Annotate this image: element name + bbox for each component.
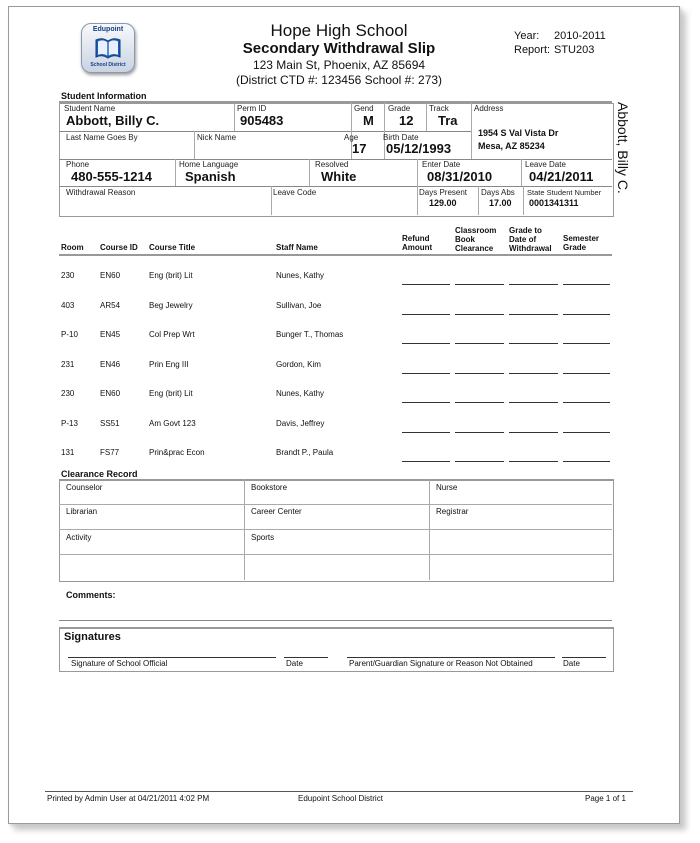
course-title: Prin&prac Econ <box>149 448 205 457</box>
refund-line <box>402 314 450 315</box>
course-room: 403 <box>61 301 75 310</box>
side-student-name: Abbott, Billy C. <box>615 102 631 194</box>
resolved-value: White <box>321 169 357 184</box>
state-student-number-value: 0001341311 <box>529 198 579 208</box>
col-semester-line1: Semester <box>563 234 600 243</box>
course-staff: Nunes, Kathy <box>276 271 325 280</box>
birth-date-label: Birth Date <box>383 133 419 142</box>
home-language-label: Home Language <box>179 160 239 169</box>
address-line1: 1954 S Val Vista Dr <box>478 128 559 138</box>
book-line <box>455 402 504 403</box>
course-title: Eng (brit) Lit <box>149 271 193 280</box>
enter-date-label: Enter Date <box>422 160 461 169</box>
book-line <box>455 343 504 344</box>
semester-line <box>563 343 610 344</box>
footer-printed-by: Printed by Admin User at 04/21/2011 4:02 PM <box>47 794 210 803</box>
book-line <box>455 373 504 374</box>
phone-value: 480-555-1214 <box>71 169 152 184</box>
nick-name-label: Nick Name <box>197 133 237 142</box>
days-abs-value: 17.00 <box>489 198 512 208</box>
grade-line <box>509 343 558 344</box>
report-value: STU203 <box>554 44 595 56</box>
course-room: 230 <box>61 271 75 280</box>
course-id: AR54 <box>100 301 121 310</box>
divider <box>478 186 479 215</box>
semester-line <box>563 461 610 462</box>
col-refund-line2: Amount <box>402 243 433 252</box>
school-name: Hope High School <box>270 21 408 40</box>
enter-date-value: 08/31/2010 <box>427 169 493 184</box>
col-grade-line1: Grade to <box>509 226 542 235</box>
date1-line <box>284 657 328 658</box>
phone-label: Phone <box>66 160 90 169</box>
course-header-rule <box>59 254 612 256</box>
refund-line <box>402 432 450 433</box>
resolved-label: Resolved <box>315 160 349 169</box>
grade-line <box>509 314 558 315</box>
semester-line <box>563 402 610 403</box>
course-id: EN60 <box>100 389 121 398</box>
grade-value: 12 <box>399 113 414 128</box>
date1-label: Date <box>286 659 303 668</box>
days-present-label: Days Present <box>419 188 468 197</box>
col-course-title: Course Title <box>149 243 196 252</box>
refund-line <box>402 402 450 403</box>
course-id: FS77 <box>100 448 120 457</box>
logo-brand: Edupoint <box>92 26 124 33</box>
parent-signature-line <box>347 657 555 658</box>
divider <box>59 186 612 187</box>
footer-page: Page 1 of 1 <box>585 794 626 803</box>
clearance-registrar: Registrar <box>436 507 469 516</box>
course-id: SS51 <box>100 419 120 428</box>
course-title: Am Govt 123 <box>149 419 196 428</box>
leave-date-value: 04/21/2011 <box>529 169 594 184</box>
date2-label: Date <box>563 659 580 668</box>
course-staff: Bunger T., Thomas <box>276 330 344 339</box>
leave-date-label: Leave Date <box>525 160 566 169</box>
district-line: (District CTD #: 123456 School #: 273) <box>235 73 443 87</box>
perm-id-value: 905483 <box>240 113 284 128</box>
course-title: Eng (brit) Lit <box>149 389 193 398</box>
divider <box>59 131 471 132</box>
divider <box>59 529 612 530</box>
book-line <box>455 314 504 315</box>
home-language-value: Spanish <box>185 169 236 184</box>
course-room: P-13 <box>61 419 78 428</box>
grade-label: Grade <box>388 104 411 113</box>
col-book-line2: Book <box>455 235 475 244</box>
year-label: Year: <box>514 30 540 42</box>
divider <box>234 103 235 131</box>
col-grade-line2: Date of <box>509 235 537 244</box>
divider <box>384 103 385 159</box>
clearance-activity: Activity <box>66 533 92 542</box>
semester-line <box>563 373 610 374</box>
student-name-value: Abbott, Billy C. <box>66 113 160 128</box>
col-refund-line1: Refund <box>402 234 430 243</box>
col-book-line1: Classroom <box>455 226 497 235</box>
school-address: 123 Main St, Phoenix, AZ 85694 <box>252 58 426 72</box>
book-line <box>455 284 504 285</box>
course-id: EN60 <box>100 271 121 280</box>
col-book-line3: Clearance <box>455 244 494 253</box>
col-staff-name: Staff Name <box>276 243 318 252</box>
clearance-bookstore: Bookstore <box>251 483 288 492</box>
grade-line <box>509 461 558 462</box>
grade-line <box>509 284 558 285</box>
divider <box>244 479 245 580</box>
book-line <box>455 461 504 462</box>
semester-line <box>563 314 610 315</box>
track-value: Tra <box>438 113 458 128</box>
days-present-value: 129.00 <box>429 198 457 208</box>
divider <box>417 159 418 215</box>
divider <box>523 186 524 215</box>
divider <box>271 186 272 215</box>
footer-rule <box>45 791 633 792</box>
clearance-nurse: Nurse <box>436 483 458 492</box>
semester-line <box>563 432 610 433</box>
clearance-counselor: Counselor <box>66 483 103 492</box>
withdrawal-reason-label: Withdrawal Reason <box>66 188 136 197</box>
col-grade-line3: Withdrawal <box>509 244 552 253</box>
course-staff: Davis, Jeffrey <box>276 419 325 428</box>
state-student-number-label: State Student Number <box>527 188 602 197</box>
course-staff: Gordon, Kim <box>276 360 321 369</box>
track-label: Track <box>429 104 449 113</box>
divider <box>59 504 612 505</box>
gender-label: Gend <box>354 104 374 113</box>
course-staff: Sullivan, Joe <box>276 301 322 310</box>
col-semester-line2: Grade <box>563 243 587 252</box>
footer-district: Edupoint School District <box>298 794 383 803</box>
divider <box>175 159 176 186</box>
last-name-goes-by-label: Last Name Goes By <box>66 133 138 142</box>
clearance-librarian: Librarian <box>66 507 98 516</box>
course-title: Beg Jewelry <box>149 301 193 310</box>
divider <box>426 103 427 131</box>
clearance-sports: Sports <box>251 533 275 542</box>
address-line2: Mesa, AZ 85234 <box>478 141 545 151</box>
course-room: 131 <box>61 448 75 457</box>
edupoint-logo <box>81 23 135 73</box>
refund-line <box>402 373 450 374</box>
grade-line <box>509 373 558 374</box>
divider <box>471 103 472 159</box>
days-abs-label: Days Abs <box>481 188 515 197</box>
refund-line <box>402 461 450 462</box>
course-title: Prin Eng III <box>149 360 189 369</box>
clearance-career-center: Career Center <box>251 507 302 516</box>
divider <box>309 159 310 186</box>
age-label: Age <box>344 133 359 142</box>
comments-line <box>59 620 612 621</box>
book-line <box>455 432 504 433</box>
divider <box>521 159 522 186</box>
grade-line <box>509 402 558 403</box>
comments-label: Comments: <box>66 590 116 600</box>
signatures-title: Signatures <box>64 631 121 643</box>
birth-date-value: 05/12/1993 <box>386 141 452 156</box>
semester-line <box>563 284 610 285</box>
leave-code-label: Leave Code <box>273 188 317 197</box>
student-name-label: Student Name <box>64 104 116 113</box>
logo-subtitle: School District <box>90 62 126 68</box>
refund-line <box>402 343 450 344</box>
divider <box>429 479 430 580</box>
withdrawal-slip-page <box>8 6 680 824</box>
clearance-box <box>59 479 614 582</box>
course-room: P-10 <box>61 330 78 339</box>
course-staff: Brandt P., Paula <box>276 448 334 457</box>
course-title: Col Prep Wrt <box>149 330 195 339</box>
student-info-title: Student Information <box>61 91 147 101</box>
parent-signature-label: Parent/Guardian Signature or Reason Not Obtained <box>349 659 533 668</box>
col-course-id: Course ID <box>100 243 138 252</box>
course-id: EN46 <box>100 360 121 369</box>
divider <box>59 554 612 555</box>
refund-line <box>402 284 450 285</box>
report-label: Report: <box>514 44 551 56</box>
address-label: Address <box>474 104 504 113</box>
course-id: EN45 <box>100 330 121 339</box>
grade-line <box>509 432 558 433</box>
slip-title: Secondary Withdrawal Slip <box>242 40 436 57</box>
year-value: 2010-2011 <box>554 30 606 42</box>
official-signature-line <box>68 657 276 658</box>
course-room: 231 <box>61 360 75 369</box>
col-room: Room <box>61 243 84 252</box>
date2-line <box>562 657 606 658</box>
clearance-title: Clearance Record <box>61 469 138 479</box>
divider <box>194 131 195 159</box>
perm-id-label: Perm ID <box>237 104 267 113</box>
age-value: 17 <box>352 141 367 156</box>
official-signature-label: Signature of School Official <box>71 659 168 668</box>
gender-value: M <box>363 113 374 128</box>
course-room: 230 <box>61 389 75 398</box>
course-staff: Nunes, Kathy <box>276 389 325 398</box>
open-book-icon <box>94 36 122 60</box>
